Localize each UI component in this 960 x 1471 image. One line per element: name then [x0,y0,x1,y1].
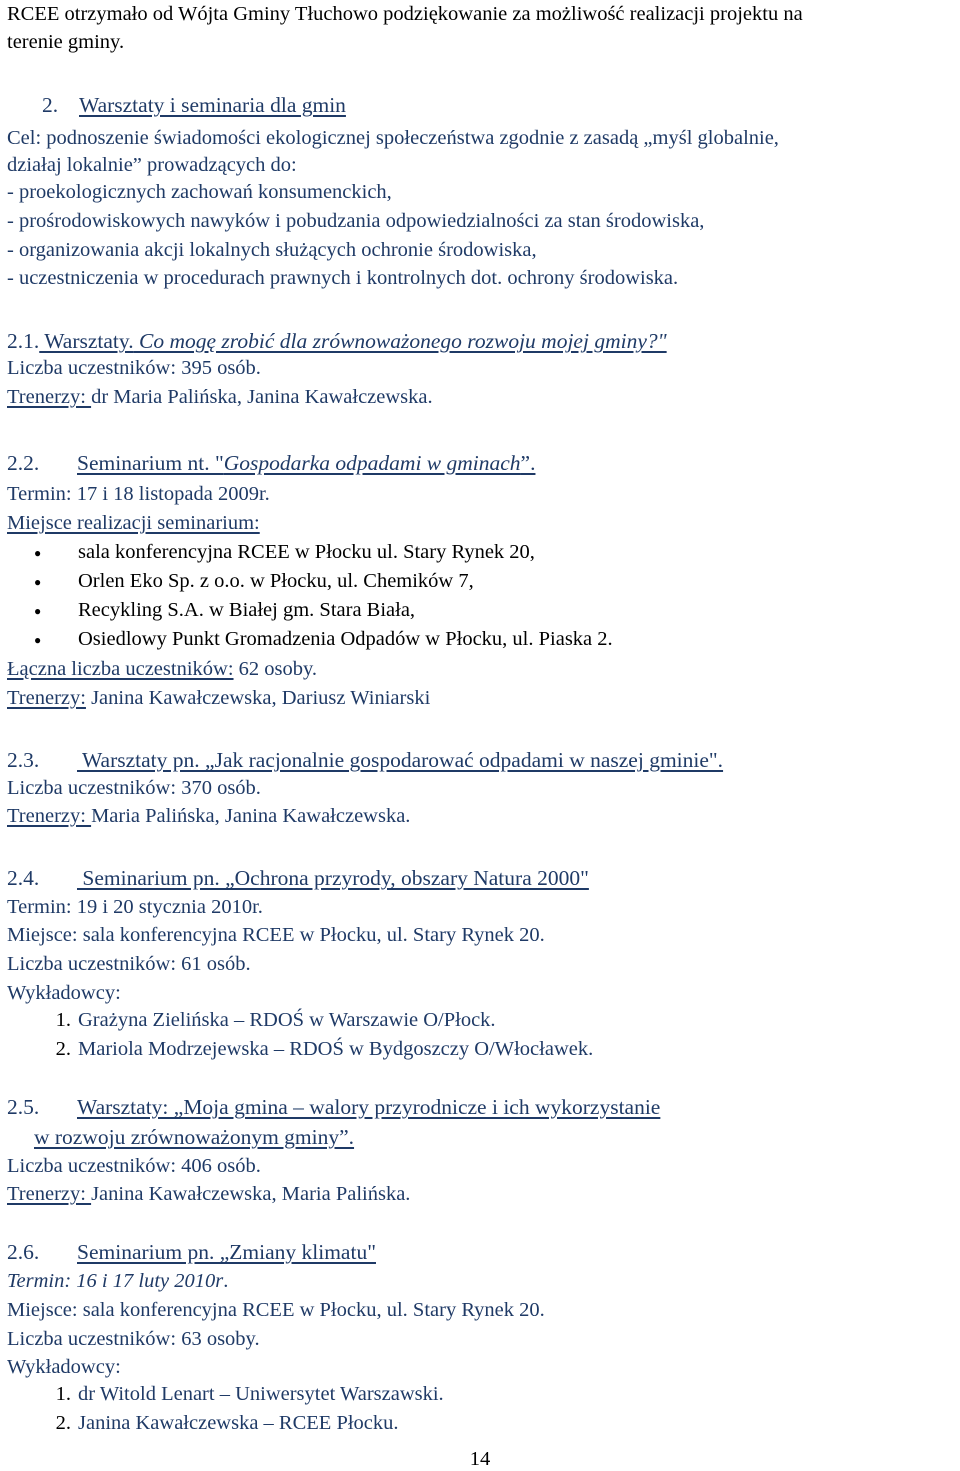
section-2-3-heading [7,748,723,772]
place-item-2: Orlen Eko Sp. z o.o. w Płocku, ul. Chemików 7, [78,570,474,592]
section-2-1-heading [7,329,667,353]
section-2-1-number: 2.1. [7,329,40,353]
section-2-2-title-c: ”. [520,451,536,475]
trainers-label: Trenerzy: [7,805,92,827]
date-label: Termin: 16 i 17 luty 2010r [7,1270,224,1292]
section-2-6-date [7,1269,228,1293]
section-2-3-trainers [7,804,410,828]
goal-text-1: podnoszenie świadomości ekologicznej społeczeństwa zgodnie z zasadą „myśl globalnie, [41,127,779,149]
goal-item-4: - uczestniczenia w procedurach prawnych i kontrolnych dot. ochrony środowiska. [7,267,679,289]
section-2-5-title-line-2-text: w rozwoju zrównoważonym gminy”. [34,1125,355,1149]
section-2-2-places-label: Miejsce realizacji seminarium: [7,512,260,534]
participants-value: 370 osób. [176,777,261,799]
section-2-5-trainers [7,1182,410,1206]
date-value: 19 i 20 stycznia 2010r. [71,896,263,918]
participants-value: 395 osób. [176,357,261,379]
lecturer-name: Grażyna Zielińska – RDOŚ w Warszawie O/Płock. [78,1009,496,1031]
goal-label: Cel: [7,127,42,149]
lecturer-item-1 [7,1009,496,1032]
lecturer-number: 1. [55,1383,71,1405]
lecturer-name: Mariola Modrzejewska – RDOŚ w Bydgoszczy O/Włocławek. [78,1038,594,1060]
section-2-title: Warsztaty i seminaria dla gmin [79,93,346,117]
goal-item-3: - organizowania akcji lokalnych służących ochronie środowiska, [7,239,537,261]
section-2-5-participants: Liczba uczestników: 406 osób. [7,1155,261,1177]
section-2-6-lecturers-label: Wykładowcy: [7,1356,121,1378]
section-2-4-participants: Liczba uczestników: 61 osób. [7,953,251,975]
participants-value: 62 osoby. [233,658,318,680]
section-2-2-title-a: Seminarium nt. " [77,451,224,475]
page-number: 14 [469,1448,491,1470]
goal-line-1 [7,126,779,150]
section-2-6-place [7,1298,545,1322]
section-2-6-title: Seminarium pn. „Zmiany klimatu" [77,1240,376,1264]
section-2-2-title-b: Gospodarka odpadami w gminach [223,451,521,475]
participants-label: Liczba uczestników: [7,777,177,799]
date-label: Termin: [7,483,72,505]
section-2-2-heading [7,451,535,475]
lecturer-name: Janina Kawałczewska – RCEE Płocku. [78,1412,399,1434]
section-2-6-heading [7,1240,376,1264]
lecturer-item-2 [7,1038,593,1061]
section-2-4-number: 2.4. [7,866,40,890]
lecturer-number: 1. [55,1009,71,1031]
trainers-label: Trenerzy: [7,1183,92,1205]
section-2-1-title-a: Warsztaty. [39,329,134,353]
section-2-heading [42,93,346,117]
goal-item-1: - proekologicznych zachowań konsumenckich, [7,181,392,203]
section-2-number: 2. [42,93,59,117]
place-value: sala konferencyjna RCEE w Płocku, ul. Stary Rynek 20. [77,1299,545,1321]
place-item-1: sala konferencyjna RCEE w Płocku ul. Stary Rynek 20, [78,541,535,563]
section-2-3-participants [7,776,261,800]
section-2-4-title: Seminarium pn. „Ochrona przyrody, obszary Natura 2000" [77,866,589,890]
section-2-5-title-line-2 [34,1125,354,1149]
place-value: sala konferencyjna RCEE w Płocku, ul. Stary Rynek 20. [77,924,545,946]
bullet-icon: ● [34,546,42,560]
participants-label: Liczba uczestników: [7,1328,177,1350]
section-2-5-number: 2.5. [7,1095,40,1119]
place-label: Miejsce: [7,1299,78,1321]
lecturer-number: 2. [55,1412,71,1434]
section-2-2-date [7,482,270,506]
section-2-5-heading [7,1095,660,1119]
trainers-label: Trenerzy: [7,687,86,709]
trainers-value: Janina Kawałczewska, Dariusz Winiarski [85,687,431,709]
date-label: Termin: [7,896,72,918]
date-tail: . [223,1270,229,1292]
trainers-value: Janina Kawałczewska, Maria Palińska. [91,1183,411,1205]
section-2-1-trainers [7,385,433,409]
date-value: 17 i 18 listopada 2009r. [71,483,270,505]
section-2-2-trainers [7,686,430,710]
goal-item-2: - prośrodowiskowych nawyków i pobudzania odpowiedzialności za stan środowiska, [7,210,705,232]
place-item-3: Recykling S.A. w Białej gm. Stara Biała, [78,599,416,621]
place-item-4: Osiedlowy Punkt Gromadzenia Odpadów w Płocku, ul. Piaska 2. [78,628,613,650]
section-2-1-title-b: Co mogę zrobić dla zrównoważonego rozwoju mojej gminy?" [133,329,667,353]
participants-value: 63 osoby. [176,1328,260,1350]
section-2-4-lecturers-label: Wykładowcy: [7,982,121,1004]
section-2-2-participants [7,657,317,681]
section-2-4-place [7,923,545,947]
participants-label: Liczba uczestników: [7,357,177,379]
bullet-icon: ● [34,604,42,618]
section-2-5-title-line-1: Warsztaty: „Moja gmina – walory przyrodnicze i ich wykorzystanie [77,1095,661,1119]
intro-line-2: terenie gminy. [7,31,125,53]
place-label: Miejsce: [7,924,78,946]
section-2-2-number: 2.2. [7,451,40,475]
section-2-4-date [7,895,263,919]
section-2-6-number: 2.6. [7,1240,40,1264]
lecturer-name: dr Witold Lenart – Uniwersytet Warszawski. [78,1383,444,1405]
bullet-icon: ● [34,575,42,589]
trainers-value: dr Maria Palińska, Janina Kawałczewska. [91,386,433,408]
section-2-4-heading [7,866,589,890]
section-2-3-number: 2.3. [7,748,40,772]
goal-line-2: działaj lokalnie” prowadzących do: [7,154,297,176]
bullet-icon: ● [34,633,42,647]
lecturer-item-1 [7,1383,444,1406]
section-2-6-participants [7,1327,260,1351]
participants-label: Łączna liczba uczestników: [7,658,234,680]
trainers-label: Trenerzy: [7,386,92,408]
trainers-value: Maria Palińska, Janina Kawałczewska. [91,805,411,827]
lecturer-item-2 [7,1412,399,1435]
section-2-1-participants [7,356,261,380]
lecturer-number: 2. [55,1038,71,1060]
section-2-3-title: Warsztaty pn. „Jak racjonalnie gospodarować odpadami w naszej gminie". [77,748,724,772]
intro-line-1: RCEE otrzymało od Wójta Gminy Tłuchowo podziękowanie za możliwość realizacji projektu na [7,3,803,25]
